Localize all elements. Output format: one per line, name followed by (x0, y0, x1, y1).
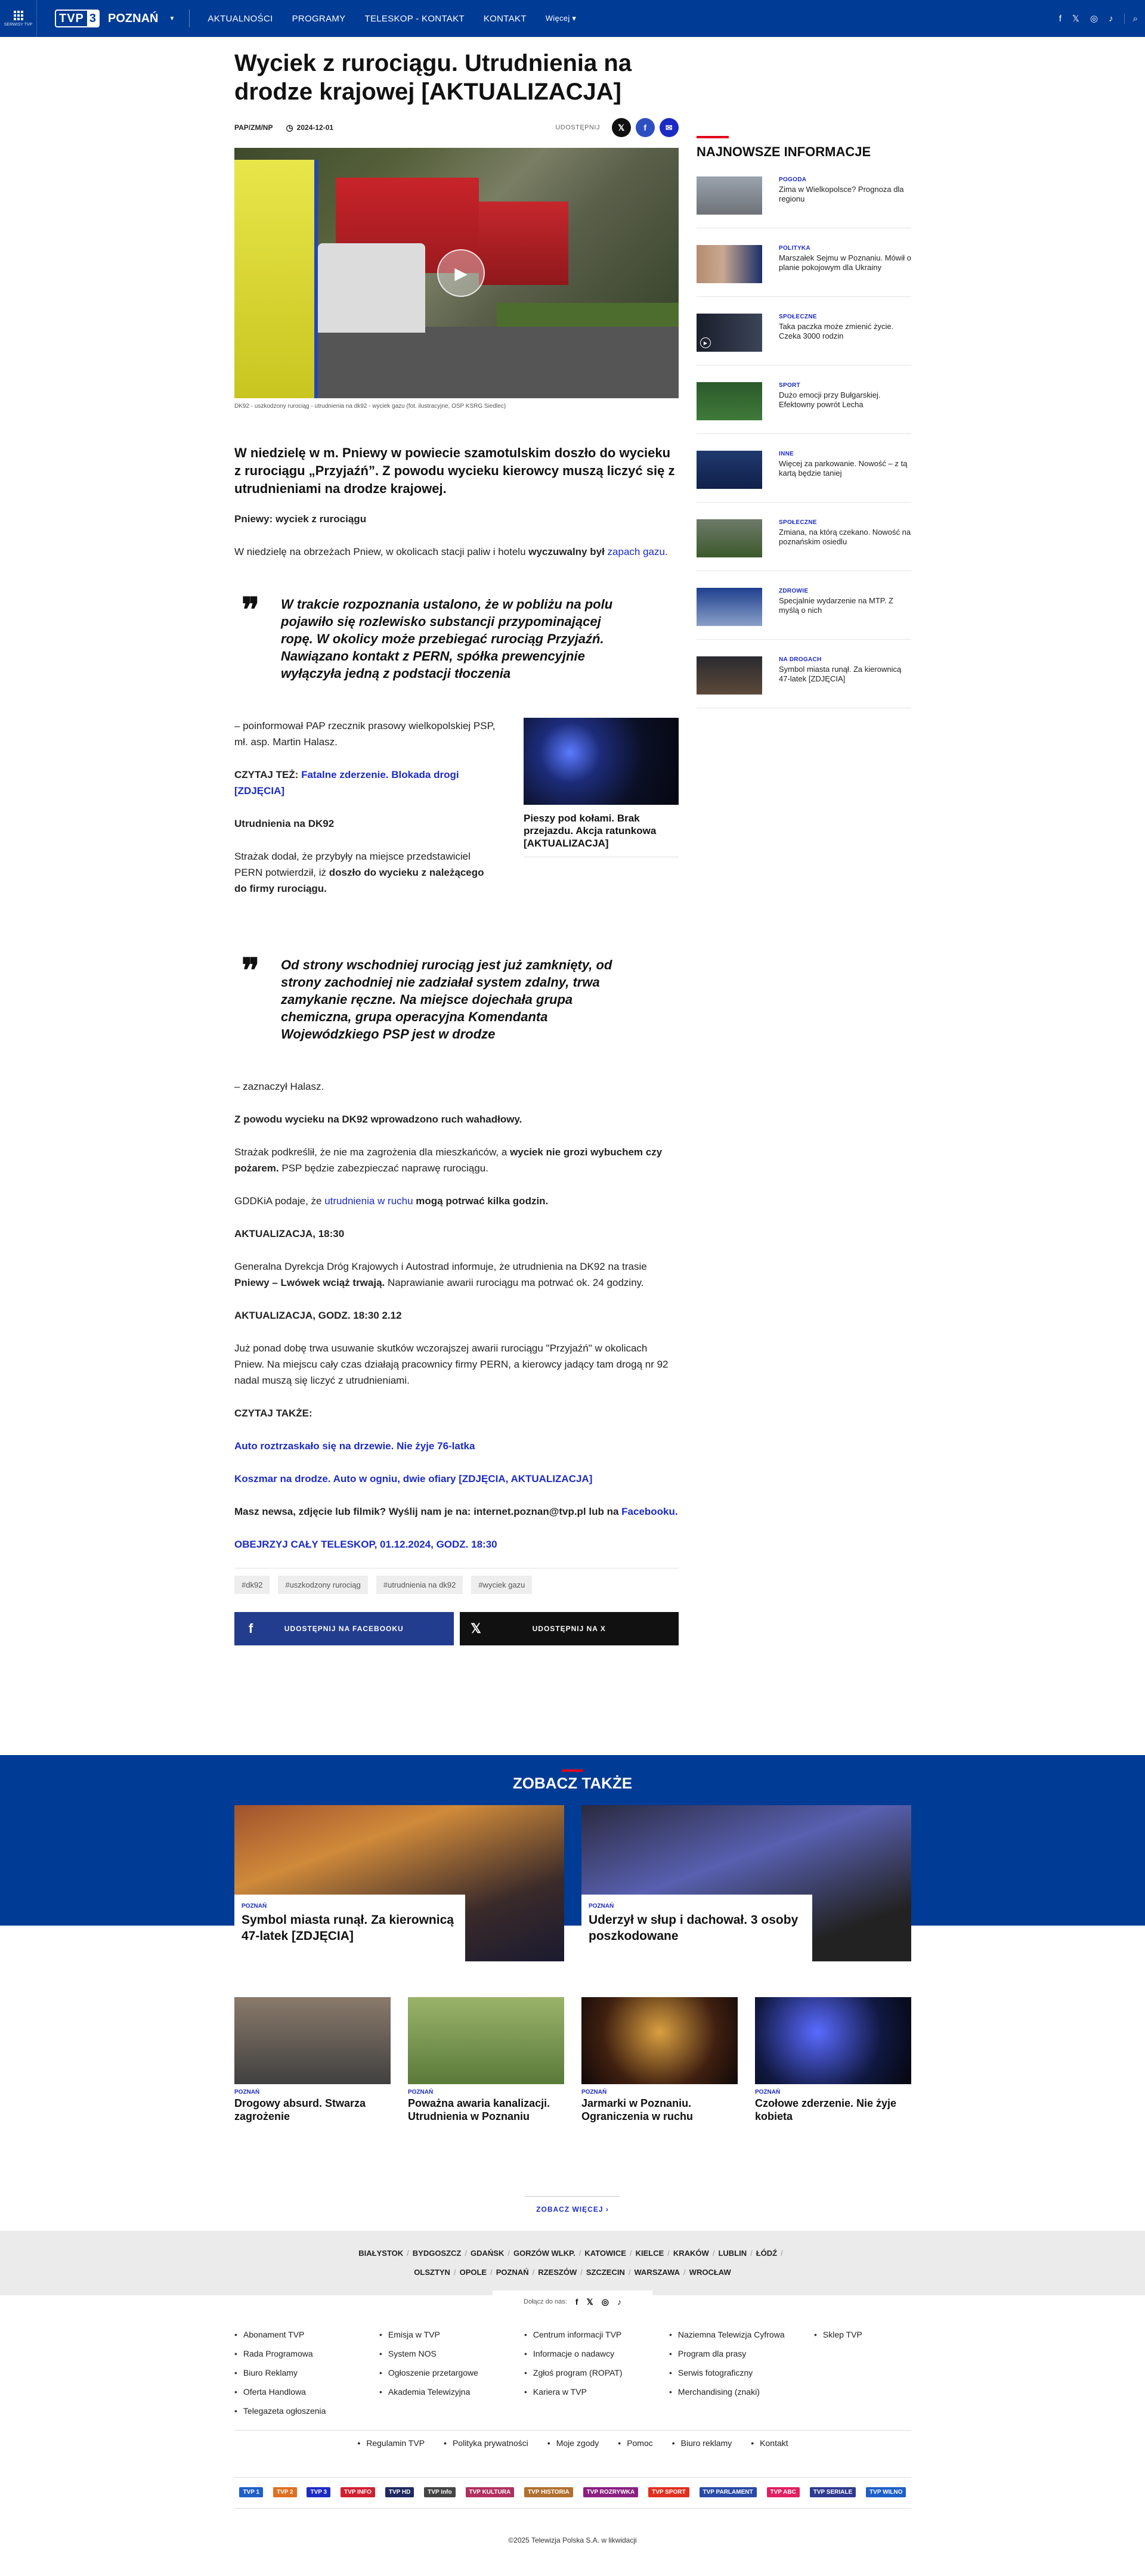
see-also-band (0, 1755, 1145, 1926)
footer-link[interactable]: • Akademia Telewizyjna (379, 2382, 524, 2401)
latest-news-sidebar (697, 136, 911, 708)
article-date: 2024-12-01 (296, 123, 334, 132)
card-category: POZNAŃ (242, 1903, 267, 1909)
instagram-icon[interactable]: ◎ (1090, 14, 1098, 24)
card-title: Jarmarki w Poznaniu. Ograniczenia w ruchu (581, 2097, 694, 2122)
news-item[interactable] (697, 245, 911, 297)
related-link-2[interactable]: Koszmar na drodze. Auto w ogniu, dwie ofiary [ZDJĘCIA, AKTUALIZACJA] (234, 1473, 593, 1484)
facebook-icon[interactable]: f (575, 2297, 578, 2307)
region-name: POZNAŃ (108, 11, 159, 25)
share-facebook-label: UDOSTĘPNIJ NA FACEBOOKU (284, 1625, 404, 1633)
footer-link[interactable]: • System NOS (379, 2344, 524, 2363)
see-also-card[interactable] (581, 1997, 738, 2123)
share-facebook-icon[interactable]: f (636, 118, 655, 137)
footer-bottom-links (234, 2430, 911, 2478)
nav-social (1059, 0, 1138, 37)
p1-link[interactable]: zapach gazu. (607, 546, 668, 557)
logo-text: TVP (59, 11, 84, 25)
menu-aktualnosci[interactable]: AKTUALNOŚCI (208, 13, 273, 24)
chevron-down-icon[interactable]: ▼ (169, 15, 175, 22)
share-bar (555, 118, 679, 137)
see-also-title: ZOBACZ TAKŻE (512, 1774, 633, 1792)
news-item[interactable] (697, 382, 911, 434)
p7-text: GDDKiA podaje, że (234, 1195, 325, 1207)
city-link[interactable]: GORZÓW WLKP. (513, 2249, 575, 2258)
card-title: Poważna awaria kanalizacji. Utrudnienia w Poznaniu (408, 2097, 550, 2122)
news-title: Specjalnie wydarzenie na MTP. Z myślą o nich (779, 596, 893, 615)
paragraph-6 (234, 1144, 679, 1176)
card-category: POZNAŃ (408, 2089, 434, 2095)
channel-logo[interactable]: TVP 1 (239, 2487, 263, 2497)
hero-video[interactable] (234, 148, 679, 398)
share-facebook-button[interactable] (234, 1612, 454, 1645)
tag-dk92[interactable]: #dk92 (234, 1576, 270, 1594)
news-title: Zima w Wielkopolsce? Prognoza dla regionu (779, 185, 904, 203)
channel-logo[interactable]: TVP 3 (307, 2487, 330, 2497)
channel-logos (234, 2476, 911, 2509)
news-item[interactable] (697, 656, 911, 708)
city-link[interactable]: BIAŁYSTOK (358, 2249, 404, 2258)
p6-text-2: PSP będzie zabezpieczać naprawę rurociągu. (278, 1163, 488, 1174)
channel-logo[interactable]: TVP ABC (767, 2487, 800, 2497)
card-category: POZNAŃ (589, 1903, 614, 1909)
card-title: Uderzył w słup i dachował. 3 osoby poszkodowane (589, 1913, 799, 1943)
footer-link[interactable]: • Serwis fotograficzny (669, 2363, 814, 2382)
news-title: Taka paczka może zmienić życie. Czeka 3000 rodzin (779, 322, 894, 340)
p3-text: Strażak dodał, że przybyły na miejsce przedstawiciel PERN potwierdził, iż (234, 851, 471, 878)
footer-links (234, 2325, 911, 2420)
channel-logo[interactable]: TVP WILNO (866, 2487, 906, 2497)
facebook-link[interactable]: Facebooku. (621, 1506, 678, 1517)
card-title: Czołowe zderzenie. Nie żyje kobieta (755, 2097, 897, 2122)
footer-link[interactable]: • Kariera w TVP (524, 2382, 669, 2401)
nav-divider (189, 10, 190, 27)
footer-link[interactable]: • Emisja w TVP (379, 2325, 524, 2344)
channel-logo[interactable]: TVP Info (424, 2487, 455, 2497)
tag-list (234, 1568, 679, 1594)
city-link[interactable]: GDAŃSK (471, 2249, 505, 2258)
subheading-2: Utrudnienia na DK92 (234, 818, 335, 829)
news-category: INNE (779, 451, 794, 457)
update-heading-2: AKTUALIZACJA, GODZ. 18:30 2.12 (234, 1310, 402, 1321)
footer-link[interactable]: • Zgłoś program (ROPAT) (524, 2363, 669, 2382)
city-link[interactable]: KRAKÓW (673, 2249, 709, 2258)
logo-number: 3 (87, 11, 98, 26)
related-card[interactable] (524, 718, 679, 857)
footer-link[interactable]: • Biuro Reklamy (234, 2363, 379, 2382)
news-title: Marszałek Sejmu w Poznaniu. Mówił o planie pokojowym dla Ukrainy (779, 253, 911, 272)
channel-logo[interactable]: TVP INFO (341, 2487, 375, 2497)
channel-logo[interactable]: TVP HD (385, 2487, 414, 2497)
related-card-image (524, 718, 679, 805)
paragraph-4: – zaznaczył Halasz. (234, 1081, 324, 1092)
footer-link[interactable]: • Program dla prasy (669, 2344, 814, 2363)
p7-link[interactable]: utrudnienia w ruchu (324, 1195, 413, 1207)
article (234, 49, 679, 1645)
city-link[interactable]: KATOWICE (584, 2249, 626, 2258)
follow-us (493, 2290, 652, 2313)
news-category: SPOŁECZNE (779, 519, 817, 526)
city-link[interactable]: WROCŁAW (689, 2268, 731, 2277)
quote-1 (234, 591, 616, 682)
city-link[interactable]: WARSZAWA (634, 2268, 680, 2277)
menu-programy[interactable]: PROGRAMY (292, 13, 346, 24)
article-title: Wyciek z rurociągu. Utrudnienia na drodze krajowej [AKTUALIZACJA] (234, 50, 632, 105)
related-link-1[interactable]: Auto roztrzaskało się na drzewie. Nie żyje 76-latka (234, 1440, 475, 1452)
article-meta (234, 117, 679, 138)
p1-bold: wyczuwalny był (528, 546, 605, 557)
paragraph-9: Już ponad dobę trwa usuwanie skutków wczorajszej awarii rurociągu "Przyjaźń" w okolicach Pniew. Na miejscu cały czas działają pracownicy firmy PERN, a kierowcy jadący tam drogą nr 92 nadal muszą się liczyć z utrudnieniami. (234, 1343, 669, 1386)
x-icon: 𝕏 (471, 1621, 482, 1636)
channel-logo[interactable]: TVP SPORT (648, 2487, 689, 2497)
read-also-label: CZYTAJ TEŻ: (234, 769, 302, 780)
featured-card[interactable] (581, 1805, 911, 1961)
news-category: SPORT (779, 382, 800, 389)
footer-link[interactable]: • Centrum informacji TVP (524, 2325, 669, 2344)
p6-text: Strażak podkreślił, że nie ma zagrożenia dla mieszkańców, a (234, 1146, 510, 1158)
p10-text: Masz newsa, zdjęcie lub filmik? Wyślij nam je na: internet.poznan@tvp.pl lub na (234, 1506, 622, 1517)
news-title: Dużo emocji przy Bułgarskiej. Efektowny powrót Lecha (779, 390, 881, 409)
menu-kontakt[interactable]: KONTAKT (483, 13, 527, 24)
channel-logo[interactable]: TVP HISTORIA (524, 2487, 573, 2497)
see-also-card[interactable] (755, 1997, 911, 2123)
news-category: NA DROGACH (779, 656, 822, 663)
footer-link[interactable]: • Oferta Handlowa (234, 2382, 379, 2401)
paragraph-10 (234, 1504, 679, 1520)
city-link[interactable]: ŁÓDŹ (756, 2249, 778, 2258)
footer-link[interactable]: • Merchandising (znaki) (669, 2382, 814, 2401)
quote-icon: ❞ (242, 591, 260, 628)
channel-logo[interactable]: TVP SERIALE (810, 2487, 856, 2497)
news-item[interactable] (697, 451, 911, 503)
facebook-icon[interactable]: f (1059, 13, 1062, 24)
regional-links (0, 2231, 1145, 2295)
cities-row-2: OLSZTYN / OPOLE / POZNAŃ / RZESZÓW / SZCZECIN / WARSZAWA / WROCŁAW (414, 2268, 731, 2277)
menu-more[interactable]: Więcej ▾ (545, 13, 577, 23)
featured-card[interactable] (234, 1805, 564, 1961)
footer-link[interactable]: • Pomoc (618, 2438, 652, 2448)
search-icon[interactable]: ⌕ (1124, 14, 1138, 24)
inline-section (234, 718, 679, 926)
paragraph-5: Z powodu wycieku na DK92 wprowadzono ruch wahadłowy. (234, 1114, 522, 1125)
quote-1-text: W trakcie rozpoznania ustalono, że w pobliżu na polu pojawiło się rozlewisko substancji przypominającej ropę. W okolicy może przebiegać rurociąg Przyjaźń. Nawiązano kontakt z PERN, spółka prewencyjnie wyłączyła jedną z podstacji tłoczenia (281, 597, 613, 681)
p1-text: W niedzielę na obrzeżach Pniew, w okolicach stacji paliw i hotelu (234, 546, 529, 557)
city-link[interactable]: POZNAŃ (496, 2268, 529, 2277)
news-item[interactable] (697, 176, 911, 228)
footer-link[interactable]: • Sklep TVP (814, 2325, 911, 2344)
x-icon[interactable]: 𝕏 (1072, 14, 1079, 24)
city-link[interactable]: SZCZECIN (586, 2268, 625, 2277)
news-item[interactable] (697, 588, 911, 640)
footer-link[interactable]: • Ogłoszenie przetargowe (379, 2363, 524, 2382)
share-x-label: UDOSTĘPNIJ NA X (532, 1625, 606, 1633)
channel-logo[interactable]: TVP KULTURA (466, 2487, 515, 2497)
quote-2 (234, 951, 616, 1043)
quote-2-text: Od strony wschodniej rurociąg jest już zamknięty, od strony zachodniej nie zadziałał system zdalny, trwa zamykanie ręczne. Na miejsce dojechała grupa chemiczna, grupa operacyjna Komendanta Wojewódzkiego PSP jest w drodze (281, 957, 612, 1041)
paragraph-1 (234, 544, 679, 560)
card-category: POZNAŃ (581, 2089, 607, 2095)
services-menu-button[interactable] (0, 0, 37, 37)
see-also-card[interactable] (234, 1997, 391, 2123)
news-title: Symbol miasta runął. Za kierownicą 47-latek [ZDJĘCIA] (779, 665, 902, 683)
city-link[interactable]: BYDGOSZCZ (412, 2249, 462, 2258)
channel-logo[interactable]: TVP 2 (273, 2487, 297, 2497)
footer-link[interactable]: • Naziemna Telewizja Cyfrowa (669, 2325, 814, 2344)
city-link[interactable]: KIELCE (635, 2249, 664, 2258)
follow-label: Dołącz do nas: (524, 2298, 567, 2305)
main-menu (208, 14, 595, 24)
footer-link[interactable]: • Telegazeta ogłoszenia (234, 2401, 379, 2420)
news-title: Zmiana, na którą czekano. Nowość na poznańskim osiedlu (779, 528, 911, 546)
article-lead: W niedzielę w m. Pniewy w powiecie szamotulskim doszło do wycieku z rurociągu „Przyjaźń”. Z powodu wycieku kierowcy muszą liczyć się z utrudnieniami na drodze krajowej. (234, 445, 675, 496)
see-also-card[interactable] (408, 1997, 564, 2123)
news-category: ZDROWIE (779, 588, 809, 594)
p8-text: Generalna Dyrekcja Dróg Krajowych i Autostrad informuje, że utrudnienia na DK92 na trasie (234, 1261, 647, 1272)
tvp3-logo[interactable] (55, 10, 175, 27)
footer-link[interactable]: • Abonament TVP (234, 2325, 379, 2344)
share-label: UDOSTĘPNIJ (555, 124, 600, 131)
instagram-icon[interactable]: ◎ (601, 2296, 609, 2307)
footer-link[interactable]: • Rada Programowa (234, 2344, 379, 2363)
footer-link[interactable]: • Regulamin TVP (357, 2438, 425, 2448)
p8-bold: Pniewy – Lwówek wciąż trwają. (234, 1277, 385, 1288)
read-also-2: CZYTAJ TAKŻE: (234, 1408, 312, 1419)
city-link[interactable]: OPOLE (459, 2268, 487, 2277)
tag-wyciek-gazu[interactable]: #wyciek gazu (471, 1576, 532, 1594)
share-x-button[interactable] (460, 1612, 679, 1645)
tiktok-icon[interactable]: ♪ (617, 2297, 621, 2307)
article-author: PAP/ZM/NP (234, 123, 273, 132)
x-icon[interactable]: 𝕏 (586, 2296, 593, 2307)
subheading-1: Pniewy: wyciek z rurociągu (234, 513, 367, 525)
update-heading-1: AKTUALIZACJA, 18:30 (234, 1228, 345, 1239)
card-title: Symbol miasta runął. Za kierownicą 47-latek [ZDJĘCIA] (242, 1913, 454, 1943)
p8-text-2: Naprawianie awarii rurociągu ma potrwać ok. 24 godziny. (385, 1277, 644, 1288)
cities-row-1: BIAŁYSTOK / BYDGOSZCZ / GDAŃSK / GORZÓW WLKP. / KATOWICE / KIELCE / KRAKÓW / LUBLIN / ŁÓDŹ / (358, 2249, 783, 2258)
city-link[interactable]: RZESZÓW (538, 2268, 577, 2277)
news-category: POLITYKA (779, 245, 810, 252)
quote-icon: ❞ (242, 951, 260, 989)
city-link[interactable]: OLSZTYN (414, 2268, 450, 2277)
sidebar-title: NAJNOWSZE INFORMACJE (697, 144, 871, 159)
p7-bold: mogą potrwać kilka godzin. (413, 1195, 549, 1207)
card-category: POZNAŃ (755, 2089, 781, 2095)
channel-logo[interactable]: TVP PARLAMENT (700, 2487, 757, 2497)
read-also-1 (234, 767, 497, 799)
copyright: ©2025 Telewizja Polska S.A. w likwidacji (508, 2536, 637, 2544)
related-card-title: Pieszy pod kołami. Brak przejazdu. Akcja ratunkowa [AKTUALIZACJA] (524, 813, 657, 849)
play-icon[interactable]: ▶ (437, 249, 485, 297)
p3-bold: doszło do wycieku z należącego do firmy rurociągu. (234, 867, 484, 894)
news-title: Więcej za parkowanie. Nowość – z tą kartą będzie taniej (779, 459, 908, 478)
footer-link[interactable]: • Polityka prywatności (444, 2438, 528, 2448)
teleskop-link[interactable]: OBEJRZYJ CAŁY TELESKOP, 01.12.2024, GODZ. 18:30 (234, 1539, 497, 1550)
tag-utrudnienia-dk92[interactable]: #utrudnienia na dk92 (376, 1576, 463, 1594)
card-title: Drogowy absurd. Stwarza zagrożenie (234, 2097, 366, 2122)
services-label: SERWISY TVP (4, 22, 33, 27)
read-also-link[interactable]: Fatalne zderzenie. Blokada drogi [ZDJĘCIA] (234, 769, 459, 796)
footer-link[interactable]: • Informacje o nadawcy (524, 2344, 669, 2363)
tiktok-icon[interactable]: ♪ (1109, 13, 1113, 24)
tag-uszkodzony-rurociag[interactable]: #uszkodzony rurociąg (278, 1576, 367, 1594)
news-category: POGODA (779, 176, 807, 183)
share-email-icon[interactable]: ✉ (660, 118, 679, 137)
image-caption: DK92 - uszkodzony rurociąg - utrudnienia na dk92 - wyciek gazu (fot. ilustracyjne, OSP KSRG Siedlec) (234, 403, 506, 410)
city-link[interactable]: LUBLIN (718, 2249, 747, 2258)
footer-link[interactable]: • Biuro reklamy (672, 2438, 732, 2448)
p6-bold: wyciek nie grozi wybuchem czy pożarem. (234, 1146, 663, 1174)
top-navbar (0, 0, 1145, 37)
clock-icon: ◷ (286, 122, 293, 132)
grid-icon (14, 11, 23, 20)
card-category: POZNAŃ (234, 2089, 260, 2095)
play-icon: ▶ (700, 337, 711, 348)
paragraph-8 (234, 1258, 679, 1291)
news-item[interactable] (697, 519, 911, 571)
channel-logo[interactable]: TVP ROZRYWKA (583, 2487, 639, 2497)
see-more-button[interactable]: ZOBACZ WIĘCEJ › (525, 2196, 620, 2214)
news-category: SPOŁECZNE (779, 314, 817, 320)
footer-link[interactable]: • Moje zgody (547, 2438, 599, 2448)
paragraph-3 (234, 848, 497, 897)
facebook-icon: f (248, 1621, 254, 1636)
paragraph-2: – poinformował PAP rzecznik prasowy wielkopolskiej PSP, mł. asp. Martin Halasz. (234, 720, 496, 748)
share-x-icon[interactable]: 𝕏 (612, 118, 631, 137)
menu-teleskop-kontakt[interactable]: TELESKOP - KONTAKT (364, 13, 465, 24)
share-buttons (234, 1612, 679, 1645)
paragraph-7 (234, 1193, 679, 1209)
footer-link[interactable]: • Kontakt (751, 2438, 788, 2448)
news-item[interactable] (697, 314, 911, 365)
